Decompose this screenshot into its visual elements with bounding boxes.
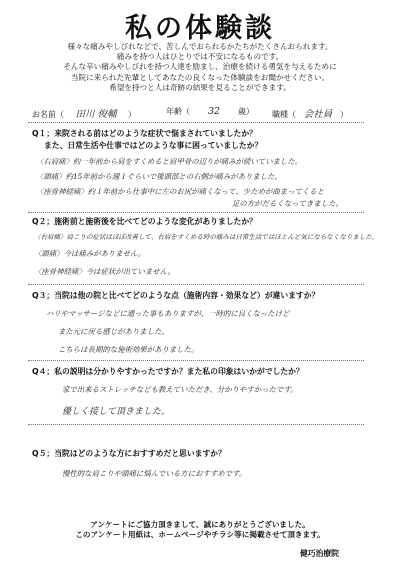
- intro-line: そんな辛い痛みやしびれを持つ人達を励まし、治療を続ける勇気を与えるために: [63, 62, 337, 72]
- job-suffix: ）: [340, 110, 348, 119]
- question-1-sub: また、日常生活や仕事ではどのような事に困っていましたか？: [44, 141, 263, 150]
- answer-3-line: また元に戻る感じがありました。: [58, 327, 169, 336]
- name-value: 田川 俊輔: [75, 109, 117, 120]
- page-title: 私の体験談: [125, 13, 275, 44]
- answer-3-line: こちらは長期的な施術効果がありました。: [58, 345, 199, 354]
- intro-line: 様々な痛みやしびれなどで、苦しんでおられるかたちがたくさんおられます。: [67, 42, 333, 51]
- name-label: お名前（: [32, 110, 64, 119]
- closing-text: [40, 520, 360, 540]
- name-suffix: ）: [128, 110, 136, 119]
- age-label: 年齢（: [166, 107, 190, 116]
- job-field: [272, 106, 348, 120]
- closing-line: このアンケート用紙は、ホームページやチラシ等に掲載させて頂きます。: [75, 530, 325, 539]
- answer-2-line: 〈右肩痛〉肩こりの症状はほぼ改善して、右肩をすくめる時の痛みは日常生活ではほとんど気にならなくなりました。: [34, 233, 379, 241]
- answer-1-line: 〈右肩痛〉約一年前から肩をすくめると肩甲骨の辺りが痛みが続いていました。: [36, 157, 303, 166]
- answer-5-line: 慢性的な肩こりや頭痛に悩んでいる方におすすめです。: [62, 469, 247, 478]
- question-4: Q４；私の説明は分かりやすかったですか？また私の印象はいかがでしたか？: [32, 367, 304, 376]
- question-2: Q２；施術前と施術後を比べてどのような変化がありましたか？: [32, 217, 257, 226]
- clinic-name: 健巧治療院: [300, 549, 339, 558]
- intro-line: 痛みを持つ人はひとりでは不安になるものです。: [116, 52, 284, 62]
- divider: [28, 212, 364, 213]
- name-field: [32, 106, 136, 120]
- answer-2-line: 〈座骨神経痛〉今は症状が出ていません。: [34, 267, 175, 276]
- answer-1-line: 〈頭痛〉約15年前から週１ぐらいで後頭部との右側が痛みがありました。: [36, 172, 282, 181]
- divider: [28, 284, 364, 285]
- question-5: Q５；当院はどのような方におすすめだと思いますか？: [32, 449, 226, 458]
- answer-2-line: 〈頭痛〉今は痛みがありません。: [34, 249, 146, 258]
- answer-1-line: 〈座骨神経痛〉約１年前から仕事中に左のお尻が痛くなって、少ためが曲まってくると: [36, 187, 325, 196]
- job-value: 会社員: [303, 109, 333, 120]
- intro-line: 当院に来られた先輩としてあなたの良くなった体験談をお聞かせください。: [70, 72, 330, 82]
- intro-line: 希望を持つと人は奇跡の結果を見ることができます。: [109, 82, 291, 92]
- age-value: 32: [207, 106, 221, 117]
- closing-line: アンケートにご協力頂きまして、誠にありがとうございました。: [90, 520, 310, 529]
- answer-4-line: 優しく接して頂きました。: [62, 407, 171, 417]
- job-label: 職種（: [272, 110, 296, 119]
- divider: [28, 360, 364, 361]
- intro-text: [20, 42, 380, 93]
- answer-1-line: 足の方がだるくなってきました。: [232, 199, 343, 208]
- divider: [28, 424, 364, 425]
- answer-4-line: 家で出来るストレッチなども教えていただき、分かりやすかったです。: [62, 385, 298, 394]
- answer-3-line: ハリやマッサージなどに通った事もありますが、一時的に良くなったけど: [46, 309, 290, 318]
- question-1: Q１；来院される前はどのような症状で悩まされていましたか？: [32, 129, 257, 138]
- age-suffix: 歳）: [238, 107, 254, 116]
- info-divider: [28, 122, 364, 123]
- age-field: [166, 106, 254, 120]
- question-3: Q３；当院は他の院と比べてどのような点（施術内容・効果など）が違いますか？: [32, 291, 320, 300]
